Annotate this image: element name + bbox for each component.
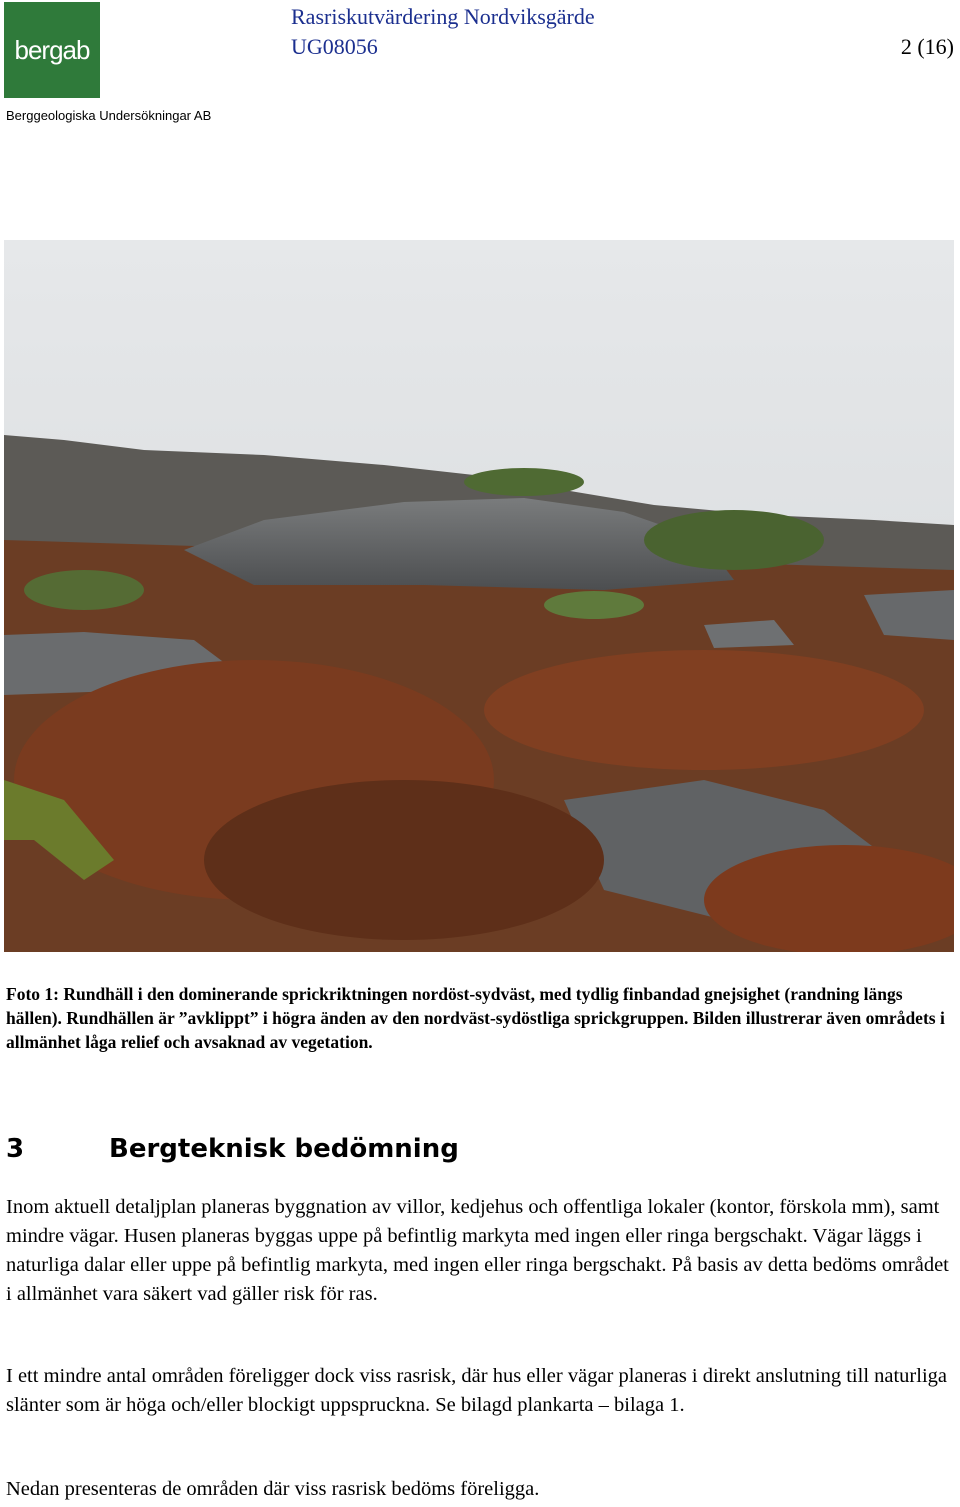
company-name: Berggeologiska Undersökningar AB <box>6 108 212 123</box>
logo-text: bergab <box>14 35 90 65</box>
bergab-logo <box>4 2 100 98</box>
document-number: UG08056 <box>291 34 378 59</box>
section-title: Bergteknisk bedömning <box>109 1134 459 1164</box>
paragraph: Inom aktuell detaljplan planeras byggnation av villor, kedjehus och offentliga lokaler (kontor, förskola mm), samt mindre vägar. Husen planeras byggas uppe på befintlig markyta med ingen eller ringa bergschakt. Vägar läggs i naturliga dalar eller uppe på befintlig markyta, med ingen eller ringa bergschakt. På basis av detta bedöms området i allmänhet vara säkert vad gäller risk för ras. <box>6 1196 949 1305</box>
section-number: 3 <box>6 1134 25 1164</box>
photo-caption: Foto 1: Rundhäll i den dominerande sprickriktningen nordöst-sydväst, med tydlig finbandad gnejsighet (randning längs hällen). Rundhällen är ”avklippt” i högra änden av den nordväst-sydöstliga sprickgruppen. Bilden illustrerar även områdets i allmänhet låga relief och avsaknad av vegetation. <box>6 984 945 1052</box>
landscape-photo <box>4 240 954 952</box>
page-number: 2 (16) <box>900 34 954 59</box>
paragraph: I ett mindre antal områden föreligger dock viss rasrisk, där hus eller vägar planeras i direkt anslutning till naturliga slänter som är höga och/eller blockigt uppsprucknа. Se bilagd plankarta – bilaga 1. <box>6 1365 947 1416</box>
document-title: Rasriskutvärdering Nordviksgärde <box>291 4 595 29</box>
paragraph: Nedan presenteras de områden där viss rasrisk bedöms föreligga. <box>6 1478 540 1500</box>
